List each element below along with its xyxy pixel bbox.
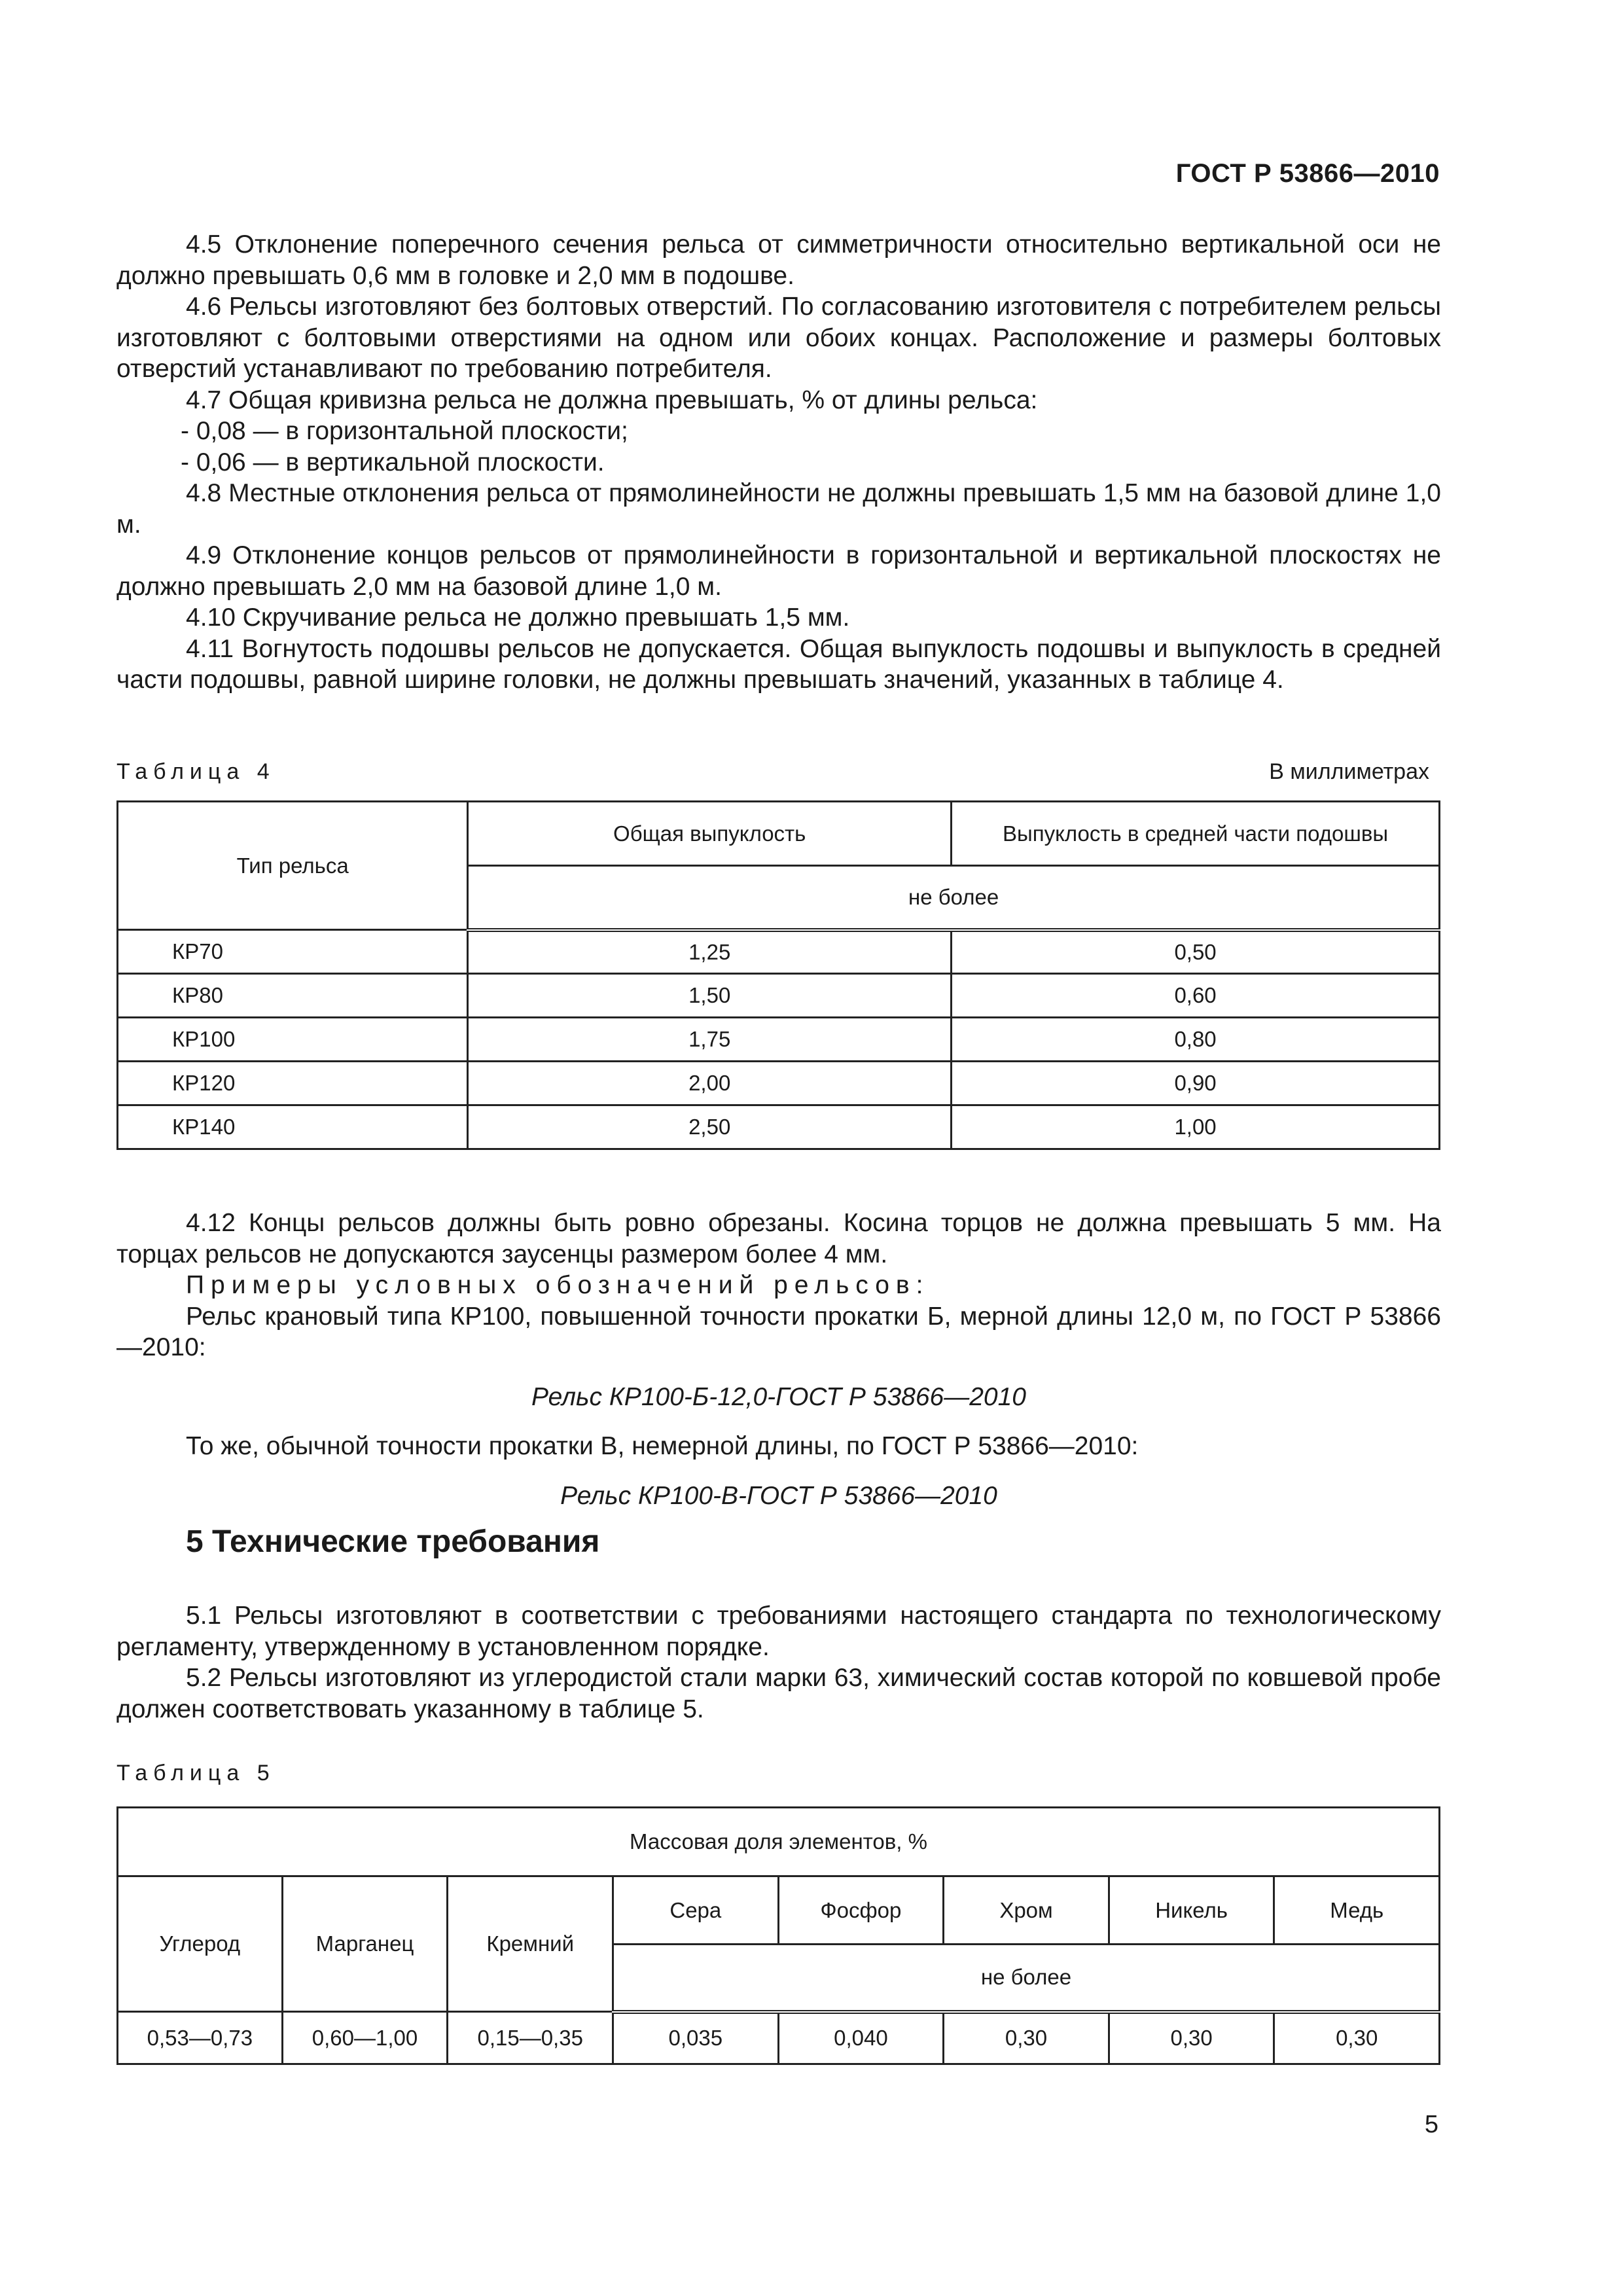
copper-value-cell: 0,30 [1274,2012,1440,2064]
clause-4-8: 4.8 Местные отклонения рельса от прямолинейности не должны превышать 1,5 мм на базовой длине 1,0 м. [116,479,1441,539]
table-5-caption [116,1761,1429,1786]
middle-convexity-cell: 0,80 [952,1018,1440,1062]
table-header-row [118,802,1440,866]
table-4-caption [116,759,1429,785]
clause-4-7-list-item: - 0,06 — в вертикальной плоскости. [181,448,605,476]
middle-convexity-cell: 0,90 [952,1062,1440,1105]
total-convexity-cell: 2,50 [468,1105,952,1149]
column-header-chromium: Хром [944,1876,1109,1945]
middle-convexity-cell: 0,60 [952,974,1440,1018]
table-row [118,930,1440,974]
rail-type-cell: КР120 [118,1062,468,1105]
manganese-value-cell: 0,60—1,00 [282,2012,448,2064]
column-header-sulfur: Сера [613,1876,779,1945]
section-5-title: 5 Технические требования [186,1524,600,1559]
page-number: 5 [1424,2111,1438,2138]
subheader-not-more-than: не более [613,1945,1440,2012]
column-header-copper: Медь [1274,1876,1440,1945]
sulfur-value-cell: 0,035 [613,2012,779,2064]
clause-4-text-block [116,229,1441,696]
column-header-middle-convexity: Выпуклость в средней части подошвы [952,802,1440,866]
clause-5-1: 5.1 Рельсы изготовляют в соответствии с требованиями настоящего стандарта по технологическому регламенту, утвержденному в установленном порядке. [116,1602,1441,1661]
table-4 [116,800,1440,1150]
total-convexity-cell: 2,00 [468,1062,952,1105]
clause-4-6: 4.6 Рельсы изготовляют без болтовых отверстий. По согласованию изготовителя с потребителем рельсы изготовляют с болтовыми отверстиями на одном или обоих концах. Расположение и размеры болтовых отверстий устанавливают по требованию потребителя. [116,293,1441,383]
rail-type-cell: КР140 [118,1105,468,1149]
table-row [118,1018,1440,1062]
nickel-value-cell: 0,30 [1109,2012,1274,2064]
clause-5-2: 5.2 Рельсы изготовляют из углеродистой стали марки 63, химический состав которой по ковшевой пробе должен соответствовать указанному в таблице 5. [116,1664,1441,1723]
rail-type-cell: КР70 [118,930,468,974]
clause-4-7-list-item: - 0,08 — в горизонтальной плоскости; [181,417,628,445]
clause-4-5: 4.5 Отклонение поперечного сечения рельса от симметричности относительно вертикальной оси не должно превышать 0,6 мм в головке и 2,0 мм в подошве. [116,230,1441,290]
column-header-manganese: Марганец [282,1876,448,2012]
table-header-row [118,1808,1440,1876]
column-header-total-convexity: Общая выпуклость [468,802,952,866]
document-code-header: ГОСТ Р 53866—2010 [1175,159,1440,188]
clause-4-7: 4.7 Общая кривизна рельса не должна превышать, % от длины рельса: [186,386,1038,414]
column-header-silicon: Кремний [448,1876,613,2012]
clause-5-text-block [116,1600,1441,1725]
table-row [118,1062,1440,1105]
subheader-not-more-than: не более [468,866,1440,930]
table-row [118,2012,1440,2064]
clause-4-10: 4.10 Скручивание рельса не должно превышать 1,5 мм. [186,603,850,632]
clause-4-12: 4.12 Концы рельсов должны быть ровно обрезаны. Косина торцов не должна превышать 5 мм. На торцах рельсов не допускаются заусенцы размером более 4 мм. [116,1209,1441,1268]
silicon-value-cell: 0,15—0,35 [448,2012,613,2064]
designation-example-2: То же, обычной точности прокатки В, немерной длины, по ГОСТ Р 53866—2010: [186,1432,1139,1460]
chromium-value-cell: 0,30 [944,2012,1109,2064]
rail-type-cell: КР80 [118,974,468,1018]
table-header-row [118,1876,1440,1945]
total-convexity-cell: 1,50 [468,974,952,1018]
table-4-title: Таблица 4 [116,759,276,784]
rail-type-cell: КР100 [118,1018,468,1062]
table-row [118,1105,1440,1149]
designation-example-1: Рельс крановый типа КР100, повышенной точности прокатки Б, мерной длины 12,0 м, по ГОСТ Р 53866—2010: [116,1302,1441,1361]
column-header-carbon: Углерод [118,1876,283,2012]
table-row [118,974,1440,1018]
designation-formula-1: Рельс КР100-Б-12,0-ГОСТ Р 53866—2010 [531,1382,1026,1411]
clause-4-11: 4.11 Вогнутость подошвы рельсов не допускается. Общая выпуклость подошвы и выпуклость в средней части подошвы, равной ширине головки, не должны превышать значений, указанных в таблице 4. [116,634,1441,694]
clause-4-12-text-block [116,1208,1441,1530]
table-5 [116,1806,1440,2065]
middle-convexity-cell: 0,50 [952,930,1440,974]
designation-formula-2: Рельс КР100-В-ГОСТ Р 53866—2010 [560,1481,997,1510]
total-convexity-cell: 1,75 [468,1018,952,1062]
phosphorus-value-cell: 0,040 [778,2012,944,2064]
total-convexity-cell: 1,25 [468,930,952,974]
clause-4-9: 4.9 Отклонение концов рельсов от прямолинейности в горизонтальной и вертикальной плоскостях не должно превышать 2,0 мм на базовой длине 1,0 м. [116,541,1441,601]
middle-convexity-cell: 1,00 [952,1105,1440,1149]
mass-fraction-header: Массовая доля элементов, % [118,1808,1440,1876]
column-header-rail-type: Тип рельса [118,802,468,930]
column-header-phosphorus: Фосфор [778,1876,944,1945]
carbon-value-cell: 0,53—0,73 [118,2012,283,2064]
table-4-units: В миллиметрах [1269,759,1429,784]
column-header-nickel: Никель [1109,1876,1274,1945]
table-5-title: Таблица 5 [116,1761,276,1785]
examples-heading: Примеры условных обозначений рельсов: [186,1271,930,1299]
